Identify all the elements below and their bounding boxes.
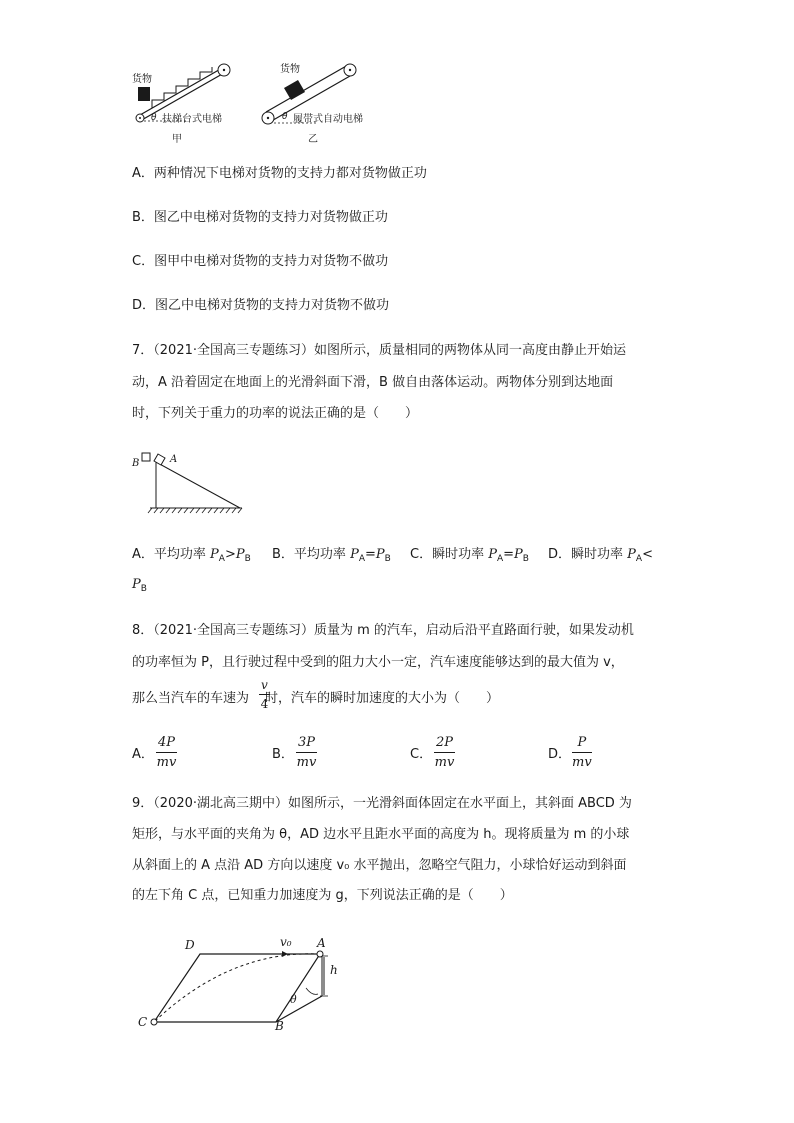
q6-option-a: A．两种情况下电梯对货物的支持力都对货物做正功 — [132, 166, 427, 181]
ball-start — [317, 951, 323, 957]
right-cargo-label: 货物 — [280, 64, 300, 75]
cargo-box-right — [284, 80, 305, 100]
left-figure-label: 甲 — [172, 134, 182, 145]
q7-option-a: A．平均功率 $P_A>P_B$ — [132, 547, 251, 564]
q7-option-d-continued: $P_B$ — [132, 577, 147, 594]
q8-option-c-fraction: $\frac{2P}{mv}$ — [434, 735, 455, 770]
q7-text-line-3: 时，下列关于重力的功率的说法正确的是（ ） — [132, 406, 419, 421]
point-b-label: B — [275, 1019, 284, 1033]
q8-option-b-letter: B． — [272, 747, 294, 762]
height-h-label: h — [330, 963, 338, 977]
q8-text-line-1: 8．（2021·全国高三专题练习）质量为 m 的汽车，启动后沿平直路面行驶，如果发动机 — [132, 623, 634, 638]
q9-text-line-4: 的左下角 C 点，已知重力加速度为 g，下列说法正确的是（ ） — [132, 888, 513, 903]
q8-speed-fraction: $\frac{v}{4}$ — [260, 678, 269, 711]
q8-option-a-fraction: $\frac{4P}{mv}$ — [156, 735, 177, 770]
left-cargo-label: 货物 — [132, 74, 152, 85]
block-b-label: B — [132, 458, 140, 469]
right-angle-label: θ — [282, 112, 288, 122]
velocity-v0-label: v₀ — [280, 935, 292, 949]
q8-text-line-3: 那么当汽车的车速为 时，汽车的瞬时加速度的大小为（ ） — [132, 691, 500, 706]
cargo-box-left — [138, 87, 150, 101]
right-figure-label: 乙 — [308, 134, 318, 145]
q6-option-b: B．图乙中电梯对货物的支持力对货物做正功 — [132, 210, 388, 225]
q9-text-line-2: 矩形，与水平面的夹角为 θ，AD 边水平且距水平面的高度为 h。现将质量为 m 的小球 — [132, 827, 630, 842]
q6-option-d: D．图乙中电梯对货物的支持力对货物不做功 — [132, 298, 390, 313]
right-escalator-caption: 履带式自动电梯 — [293, 114, 363, 125]
q8-option-a-letter: A． — [132, 747, 154, 762]
q7-option-d: D．瞬时功率 $P_A<$ — [548, 547, 653, 564]
escalator-figure — [126, 55, 386, 145]
incline-figure — [140, 448, 250, 518]
point-a-label: A — [317, 936, 326, 950]
q7-text-line-1: 7．（2021·全国高三专题练习）如图所示，质量相同的两物体从同一高度由静止开始运 — [132, 343, 626, 358]
angle-theta-label: θ — [290, 993, 297, 1006]
q8-option-d-letter: D． — [548, 747, 572, 762]
q8-option-b-fraction: $\frac{3P}{mv}$ — [296, 735, 317, 770]
ball-end — [151, 1019, 157, 1025]
left-escalator-caption: 扶梯台式电梯 — [162, 114, 222, 125]
q7-option-c: C．瞬时功率 $P_A=P_B$ — [410, 547, 529, 564]
q9-text-line-3: 从斜面上的 A 点沿 AD 方向以速度 v₀ 水平抛出，忽略空气阻力，小球恰好运动到斜面 — [132, 858, 627, 873]
q7-option-b: B．平均功率 $P_A=P_B$ — [272, 547, 391, 564]
point-d-label: D — [185, 938, 195, 952]
block-b — [142, 453, 150, 461]
q8-text-line-2: 的功率恒为 P，且行驶过程中受到的阻力大小一定，汽车速度能够达到的最大值为 v， — [132, 655, 624, 670]
q9-text-line-1: 9．（2020·湖北高三期中）如图所示，一光滑斜面体固定在水平面上，其斜面 ABCD 为 — [132, 796, 632, 811]
q8-option-c-letter: C． — [410, 747, 433, 762]
q7-text-line-2: 动，A 沿着固定在地面上的光滑斜面下滑，B 做自由落体运动。两物体分别到达地面 — [132, 375, 614, 390]
left-angle-label: θ — [151, 113, 157, 123]
block-a-label: A — [170, 454, 178, 465]
q8-option-d-fraction: $\frac{P}{mv}$ — [572, 735, 592, 770]
q6-option-c: C．图甲中电梯对货物的支持力对货物不做功 — [132, 254, 389, 269]
point-c-label: C — [138, 1015, 148, 1029]
